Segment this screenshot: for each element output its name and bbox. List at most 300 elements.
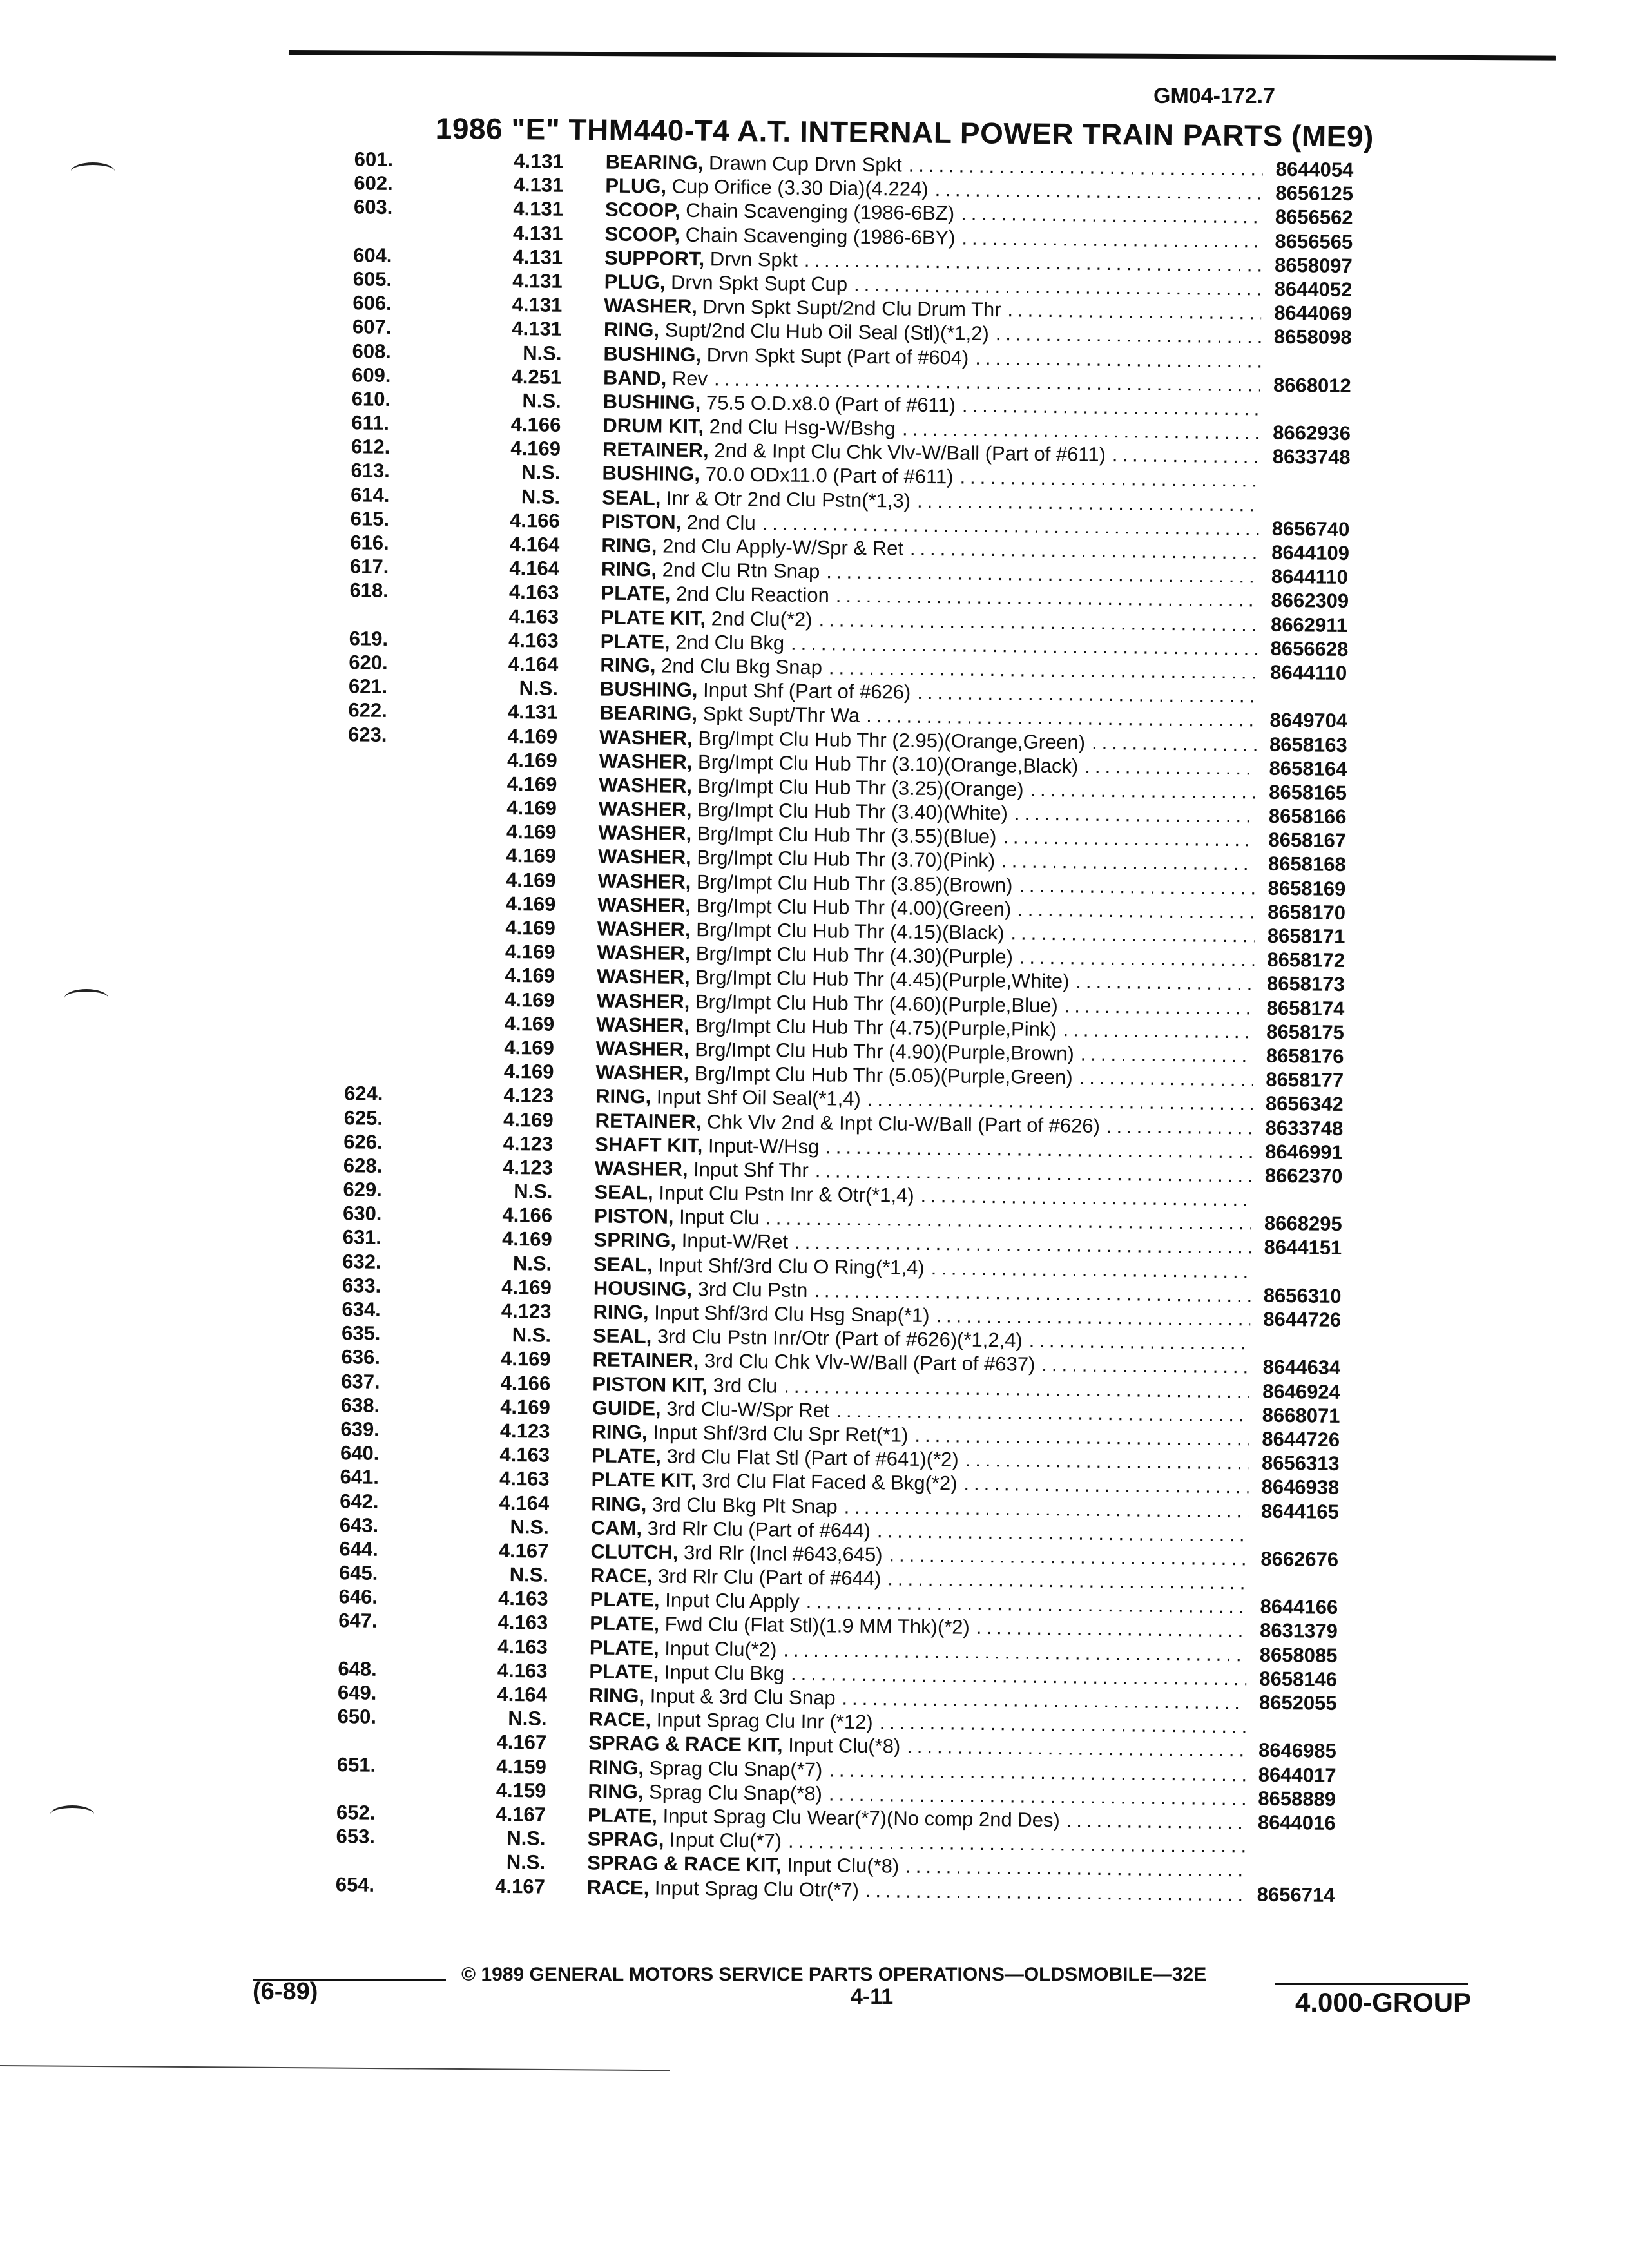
description — [590, 1635, 777, 1661]
part-detail: 3rd Clu Pstn — [697, 1278, 808, 1302]
part-name: PLUG, — [605, 174, 667, 198]
part-detail: Input Shf Oil Seal(*1,4) — [656, 1085, 862, 1111]
part-name: CAM, — [590, 1516, 642, 1539]
part-name: PISTON, — [593, 1204, 674, 1229]
ref-number — [337, 1776, 421, 1777]
part-detail: 2nd Clu Rtn Snap — [662, 558, 820, 583]
part-name: RING, — [591, 1492, 647, 1515]
parts-list — [316, 147, 1398, 1907]
description — [591, 1468, 957, 1495]
leader-dots — [1007, 298, 1261, 324]
leader-dots — [1063, 1017, 1253, 1043]
part-name: PLATE, — [590, 1611, 660, 1636]
part-number: 8644017 — [1258, 1763, 1336, 1787]
part-number: 8658168 — [1268, 852, 1346, 876]
part-detail: 3rd Rlr Clu (Part of #644) — [647, 1517, 871, 1542]
part-name: PLATE, — [589, 1636, 659, 1660]
description — [593, 1228, 788, 1254]
ref-number — [345, 1033, 429, 1034]
part-name: BEARING, — [599, 701, 698, 726]
leader-dots — [887, 1566, 1248, 1594]
part-name: WASHER, — [596, 989, 690, 1013]
ref-number: 606. — [352, 291, 392, 315]
part-name: WASHER, — [604, 294, 698, 318]
description — [587, 1827, 782, 1853]
ref-number: 645. — [338, 1561, 378, 1584]
group-number: N.S. — [512, 1323, 552, 1347]
leader-dots — [936, 1303, 1250, 1331]
ref-number — [347, 818, 431, 819]
part-name: DRUM KIT, — [602, 414, 704, 438]
group-number: N.S. — [513, 1180, 553, 1203]
group-number: N.S. — [506, 1827, 546, 1850]
part-detail: Drawn Cup Drvn Spkt — [708, 151, 902, 177]
group-number: 4.169 — [506, 844, 557, 868]
ref-number — [354, 219, 438, 220]
group-number: 4.163 — [499, 1467, 550, 1491]
part-number: 8658172 — [1267, 948, 1345, 972]
ref-number: 634. — [342, 1298, 381, 1321]
part-detail: Input-W/Ret — [681, 1229, 789, 1254]
leader-dots — [1084, 754, 1257, 780]
group-number: 4.123 — [501, 1299, 552, 1323]
part-detail: 2nd Clu Bkg Snap — [660, 654, 823, 679]
ref-number: 610. — [351, 387, 391, 410]
group-number: 4.159 — [496, 1754, 547, 1778]
part-number: 8644165 — [1260, 1499, 1340, 1523]
leader-dots — [1065, 994, 1254, 1019]
ref-number — [348, 770, 432, 771]
group-number: 4.169 — [510, 437, 561, 461]
part-name: BUSHING, — [603, 342, 702, 366]
part-name: RING, — [588, 1780, 644, 1803]
leader-dots — [1017, 897, 1255, 923]
ref-number: 623. — [347, 722, 387, 746]
ref-number: 602. — [354, 171, 393, 195]
part-name: WASHER, — [596, 965, 690, 989]
ref-number: 633. — [342, 1274, 381, 1297]
leader-dots — [965, 1448, 1249, 1475]
description — [589, 1683, 836, 1709]
ref-number: 640. — [340, 1441, 380, 1465]
part-name: SEAL, — [601, 486, 661, 510]
leader-dots — [917, 680, 1257, 708]
ref-number: 647. — [338, 1609, 378, 1633]
description — [601, 581, 829, 608]
part-detail: Spkt Supt/Thr Wa — [702, 702, 860, 727]
part-name: PLATE, — [591, 1444, 662, 1468]
leader-dots — [917, 488, 1259, 516]
part-detail: Brg/Impt Clu Hub Thr (4.60)(Purple,Blue) — [695, 990, 1058, 1017]
ref-number: 646. — [338, 1585, 378, 1609]
part-name: WASHER, — [599, 725, 693, 749]
part-detail: Brg/Impt Clu Hub Thr (4.30)(Purple) — [695, 942, 1014, 968]
part-name: WASHER, — [597, 917, 691, 941]
part-detail: Input Shf (Part of #626) — [702, 678, 911, 704]
ref-number — [349, 602, 433, 603]
ref-number: 620. — [349, 651, 388, 674]
ref-number: 612. — [351, 435, 390, 459]
ref-number: 624. — [343, 1082, 383, 1106]
group-number: 4.163 — [497, 1658, 548, 1682]
ref-number: 601. — [354, 148, 394, 171]
group-number: 4.169 — [507, 724, 558, 748]
group-number: 4.166 — [500, 1371, 551, 1395]
ref-number — [347, 866, 430, 867]
part-name: WASHER, — [595, 1061, 689, 1085]
part-number: 8644109 — [1271, 541, 1350, 565]
group-number: N.S. — [512, 1251, 552, 1275]
group-number: 4.131 — [512, 317, 563, 341]
description — [603, 341, 969, 369]
part-detail: Input Shf/3rd Clu O Ring(*1,4) — [657, 1253, 925, 1279]
group-number: N.S. — [521, 461, 561, 485]
copyright-line: © 1989 GENERAL MOTORS SERVICE PARTS OPERATIONS—OLDSMOBILE—32E — [461, 1964, 1207, 1985]
part-number: 8658166 — [1268, 804, 1347, 829]
group-number: 4.163 — [497, 1587, 548, 1610]
group-number: 4.131 — [512, 221, 563, 245]
ref-number: 650. — [337, 1705, 377, 1729]
ref-number: 632. — [342, 1249, 381, 1273]
ref-number: 611. — [351, 411, 390, 434]
leader-dots — [961, 202, 1262, 229]
leader-dots — [963, 1472, 1248, 1499]
description — [590, 1588, 799, 1614]
part-detail: 3rd Rlr (Incl #643,645) — [683, 1541, 883, 1566]
revision-date: (6-89) — [253, 1978, 318, 2005]
ref-number: 607. — [352, 315, 392, 339]
ref-number: 642. — [340, 1489, 379, 1513]
group-number: 4.163 — [508, 628, 559, 652]
page-title: 1986 "E" THM440-T4 A.T. INTERNAL POWER TRAIN PARTS (ME9) — [435, 111, 1374, 153]
part-detail: 3rd Clu-W/Spr Ret — [666, 1397, 830, 1422]
part-number: 8662911 — [1270, 613, 1348, 637]
group-label: 4.000-GROUP — [1295, 1987, 1472, 2017]
leader-dots — [934, 177, 1262, 205]
part-detail: Brg/Impt Clu Hub Thr (3.55)(Blue) — [697, 822, 997, 849]
leader-dots — [867, 1087, 1253, 1115]
ref-number: 619. — [349, 627, 389, 650]
leader-dots — [914, 1423, 1249, 1451]
part-name: SEAL, — [593, 1253, 653, 1276]
part-number: 8662676 — [1260, 1547, 1339, 1571]
part-detail: Sprag Clu Snap(*8) — [648, 1780, 823, 1805]
part-detail: 3rd Clu Flat Faced & Bkg(*2) — [702, 1469, 958, 1495]
part-detail: Drvn Spkt — [709, 247, 798, 271]
leader-dots — [889, 1542, 1248, 1570]
group-number: 4.164 — [499, 1491, 550, 1515]
part-detail: Brg/Impt Clu Hub Thr (3.70)(Pink) — [697, 846, 996, 872]
punch-mark-top — [71, 162, 115, 180]
part-name: BEARING, — [605, 150, 704, 175]
part-number: 8656313 — [1261, 1451, 1340, 1475]
group-number: 4.169 — [501, 1275, 552, 1299]
group-number: N.S. — [508, 1707, 547, 1730]
part-detail: Input Clu — [679, 1206, 760, 1229]
part-detail: Input Shf/3rd Clu Hsg Snap(*1) — [654, 1301, 930, 1327]
part-name: WASHER, — [595, 1037, 689, 1061]
part-detail: Brg/Impt Clu Hub Thr (3.10)(Orange,Black) — [697, 750, 1079, 778]
leader-dots — [1014, 802, 1256, 828]
ref-number: 631. — [342, 1225, 382, 1249]
description — [604, 269, 848, 296]
group-number: N.S. — [523, 341, 562, 365]
part-detail: Chain Scavenging (1986-6BY) — [685, 223, 956, 249]
group-number: 4.131 — [514, 149, 564, 173]
group-number: 4.163 — [499, 1443, 550, 1466]
part-number: 8658097 — [1274, 253, 1353, 277]
ref-number: 639. — [340, 1418, 380, 1441]
ref-number: 641. — [340, 1465, 380, 1489]
part-name: WASHER, — [599, 749, 693, 773]
leader-dots — [1003, 825, 1255, 852]
group-number: N.S. — [522, 389, 561, 412]
leader-dots — [1066, 1808, 1246, 1834]
leader-dots — [1112, 443, 1260, 468]
part-number: 8644634 — [1262, 1356, 1341, 1379]
group-number: 4.169 — [505, 964, 555, 988]
leader-dots — [1010, 921, 1255, 947]
part-number: 8658889 — [1258, 1787, 1336, 1811]
part-detail: Input Sprag Clu Wear(*7)(No comp 2nd Des) — [662, 1804, 1060, 1832]
leader-dots — [996, 322, 1262, 349]
leader-dots — [1029, 1329, 1251, 1355]
part-number: 8652055 — [1258, 1691, 1337, 1715]
description — [588, 1779, 822, 1805]
group-number: 4.163 — [497, 1611, 548, 1635]
leader-dots — [1041, 1352, 1250, 1379]
description — [606, 150, 902, 177]
ref-number: 654. — [335, 1872, 375, 1896]
part-name: RETAINER, — [592, 1348, 699, 1372]
group-number: 4.169 — [506, 796, 557, 820]
part-number: 8644151 — [1264, 1236, 1342, 1260]
part-detail: Chain Scavenging (1986-6BZ) — [685, 199, 955, 225]
leader-dots — [1106, 1114, 1253, 1140]
description — [602, 509, 756, 535]
part-number: 8658164 — [1269, 756, 1347, 780]
description — [595, 1156, 809, 1182]
group-number: 4.169 — [503, 1060, 554, 1083]
ref-number: 609. — [351, 363, 391, 387]
part-name: HOUSING, — [593, 1276, 693, 1300]
leader-dots — [909, 153, 1263, 181]
part-name: RETAINER, — [602, 437, 709, 462]
part-name: PISTON, — [601, 510, 682, 533]
part-detail: Brg/Impt Clu Hub Thr (3.25)(Orange) — [697, 774, 1024, 801]
description — [590, 1539, 882, 1566]
part-detail: Input-W/Hsg — [708, 1134, 820, 1158]
description — [605, 198, 955, 226]
leader-dots — [1081, 1042, 1253, 1068]
group-number: 4.123 — [503, 1084, 554, 1108]
part-detail: Input Clu Pstn Inr & Otr(*1,4) — [659, 1181, 914, 1207]
ref-number: 629. — [343, 1178, 383, 1201]
part-number: 8649704 — [1269, 709, 1348, 733]
group-number: 4.169 — [505, 868, 556, 892]
description — [592, 1372, 778, 1398]
part-name: RING, — [588, 1684, 645, 1707]
description — [602, 461, 953, 489]
part-detail: 70.0 ODx11.0 (Part of #611) — [705, 463, 954, 488]
leader-dots — [910, 537, 1259, 564]
part-detail: Inr & Otr 2nd Clu Pstn(*1,3) — [666, 486, 911, 512]
part-name: BUSHING, — [602, 390, 701, 414]
description — [601, 629, 785, 655]
part-name: BAND, — [602, 366, 667, 390]
part-number: 8662370 — [1264, 1164, 1343, 1187]
group-number: 4.167 — [496, 1731, 547, 1754]
part-detail: Input Shf/3rd Clu Spr Ret(*1) — [653, 1421, 909, 1446]
ref-number: 613. — [351, 459, 390, 483]
part-name: CLUTCH, — [590, 1540, 679, 1564]
ref-number — [346, 937, 430, 938]
part-name: BUSHING, — [602, 461, 700, 486]
part-name: RING, — [595, 1084, 651, 1108]
part-detail: Input Clu Apply — [664, 1588, 800, 1613]
description — [601, 533, 903, 561]
part-detail: 2nd Clu Reaction — [675, 582, 830, 607]
group-number: 4.166 — [502, 1204, 553, 1227]
group-number: 4.167 — [496, 1802, 546, 1826]
part-number: 8644069 — [1274, 301, 1353, 325]
group-number: 4.164 — [497, 1682, 548, 1706]
part-number: 8644166 — [1260, 1595, 1338, 1619]
part-name: SEAL, — [592, 1324, 652, 1348]
part-name: SPRAG, — [587, 1827, 664, 1851]
part-detail: Brg/Impt Clu Hub Thr (4.00)(Green) — [696, 894, 1012, 921]
punch-mark-middle — [64, 989, 108, 1007]
description — [604, 318, 989, 346]
description — [590, 1611, 970, 1640]
part-name: WASHER, — [594, 1157, 688, 1180]
part-detail: Brg/Impt Clu Hub Thr (4.15)(Black) — [696, 918, 1005, 945]
part-number: 8646924 — [1262, 1379, 1341, 1403]
ref-number: 608. — [352, 339, 392, 363]
ref-number: 652. — [336, 1801, 376, 1824]
description — [587, 1851, 899, 1878]
part-detail: Brg/Impt Clu Hub Thr (5.05)(Purple,Green) — [694, 1062, 1073, 1089]
leader-dots — [1092, 730, 1257, 756]
ref-number: 622. — [348, 698, 388, 722]
group-number: N.S. — [521, 485, 561, 508]
group-number: 4.167 — [495, 1874, 545, 1898]
ref-number: 628. — [343, 1154, 383, 1177]
part-name: PLATE, — [600, 629, 670, 653]
part-number: 8644726 — [1262, 1427, 1340, 1451]
leader-dots — [975, 345, 1261, 372]
part-detail: Fwd Clu (Flat Stl)(1.9 MM Thk)(*2) — [664, 1613, 970, 1639]
ref-number — [345, 962, 429, 963]
part-name: GUIDE, — [592, 1396, 661, 1420]
ref-number: 616. — [350, 531, 389, 554]
part-number: 8658085 — [1259, 1643, 1338, 1667]
footer-rule-right — [1275, 1983, 1468, 1985]
ref-number: 649. — [337, 1681, 377, 1704]
group-number: 4.131 — [507, 700, 558, 724]
part-name: SPRAG & RACE KIT, — [587, 1851, 782, 1876]
part-name: SCOOP, — [604, 198, 680, 222]
description — [600, 677, 911, 704]
description — [600, 653, 822, 679]
description — [601, 605, 813, 631]
punch-mark-bottom — [50, 1805, 94, 1823]
group-number: 4.166 — [509, 508, 560, 532]
group-number: 4.131 — [512, 245, 563, 269]
part-number: 8658173 — [1266, 972, 1345, 996]
part-number: 8662309 — [1271, 589, 1349, 613]
description — [594, 1204, 760, 1230]
part-number: 8656565 — [1275, 229, 1353, 253]
description — [589, 1659, 784, 1685]
part-name: SCOOP, — [604, 222, 680, 246]
group-number: 4.166 — [510, 413, 561, 436]
leader-dots — [961, 226, 1262, 253]
part-name: RACE, — [590, 1564, 653, 1588]
part-detail: Input Clu(*7) — [669, 1828, 782, 1852]
leader-dots — [962, 393, 1260, 420]
part-detail: Drvn Spkt Supt (Part of #604) — [706, 343, 969, 369]
part-name: PLATE KIT, — [600, 606, 706, 629]
part-detail: Brg/Impt Clu Hub Thr (4.90)(Purple,Brown) — [695, 1038, 1074, 1065]
part-name: RING, — [592, 1420, 648, 1444]
part-detail: Brg/Impt Clu Hub Thr (3.40)(White) — [697, 798, 1008, 825]
part-name: PISTON KIT, — [592, 1372, 708, 1396]
group-number: N.S. — [509, 1563, 549, 1586]
part-number: 8658174 — [1266, 996, 1345, 1020]
part-name: PLATE, — [590, 1588, 660, 1611]
group-number: 4.169 — [503, 1108, 554, 1131]
part-detail: Chk Vlv 2nd & Inpt Clu-W/Ball (Part of #626) — [706, 1110, 1101, 1137]
part-number: 8644016 — [1257, 1811, 1336, 1834]
part-number: 8656628 — [1270, 637, 1349, 660]
part-name: WASHER, — [597, 893, 691, 917]
ref-number: 638. — [340, 1393, 380, 1417]
leader-dots — [1030, 778, 1256, 804]
group-number: 4.163 — [497, 1635, 548, 1658]
description — [592, 1444, 959, 1472]
part-name: RACE, — [588, 1707, 651, 1731]
leader-dots — [1019, 873, 1255, 899]
part-name: SUPPORT, — [604, 246, 705, 270]
part-detail: 75.5 O.D.x8.0 (Part of #611) — [706, 391, 956, 417]
part-detail: Cup Orifice (3.30 Dia)(4.224) — [671, 175, 929, 201]
ref-number: 605. — [352, 267, 392, 291]
description — [593, 1252, 925, 1280]
part-name: WASHER, — [598, 821, 692, 845]
description — [592, 1419, 908, 1447]
part-detail: Brg/Impt Clu Hub Thr (4.45)(Purple,White) — [695, 966, 1070, 993]
part-number: 8656125 — [1275, 181, 1354, 206]
part-detail: 3rd Clu — [713, 1374, 778, 1398]
part-number: 8658170 — [1268, 900, 1346, 924]
part-name: WASHER, — [597, 845, 691, 869]
part-number: 8656740 — [1271, 517, 1350, 541]
ref-number: 630. — [342, 1202, 382, 1225]
group-number: 4.164 — [509, 532, 560, 556]
part-detail: 3rd Clu Chk Vlv-W/Ball (Part of #637) — [704, 1349, 1036, 1376]
description — [604, 222, 955, 249]
part-name: SPRAG & RACE KIT, — [588, 1731, 783, 1757]
ref-number — [336, 1848, 419, 1849]
part-number: 8668071 — [1262, 1403, 1340, 1427]
part-number: 8631379 — [1259, 1619, 1338, 1643]
part-detail: Input Shf Thr — [693, 1157, 809, 1182]
group-number: 4.164 — [509, 557, 560, 580]
description — [592, 1396, 830, 1422]
part-number: 8656714 — [1257, 1883, 1335, 1907]
description — [595, 1132, 819, 1158]
